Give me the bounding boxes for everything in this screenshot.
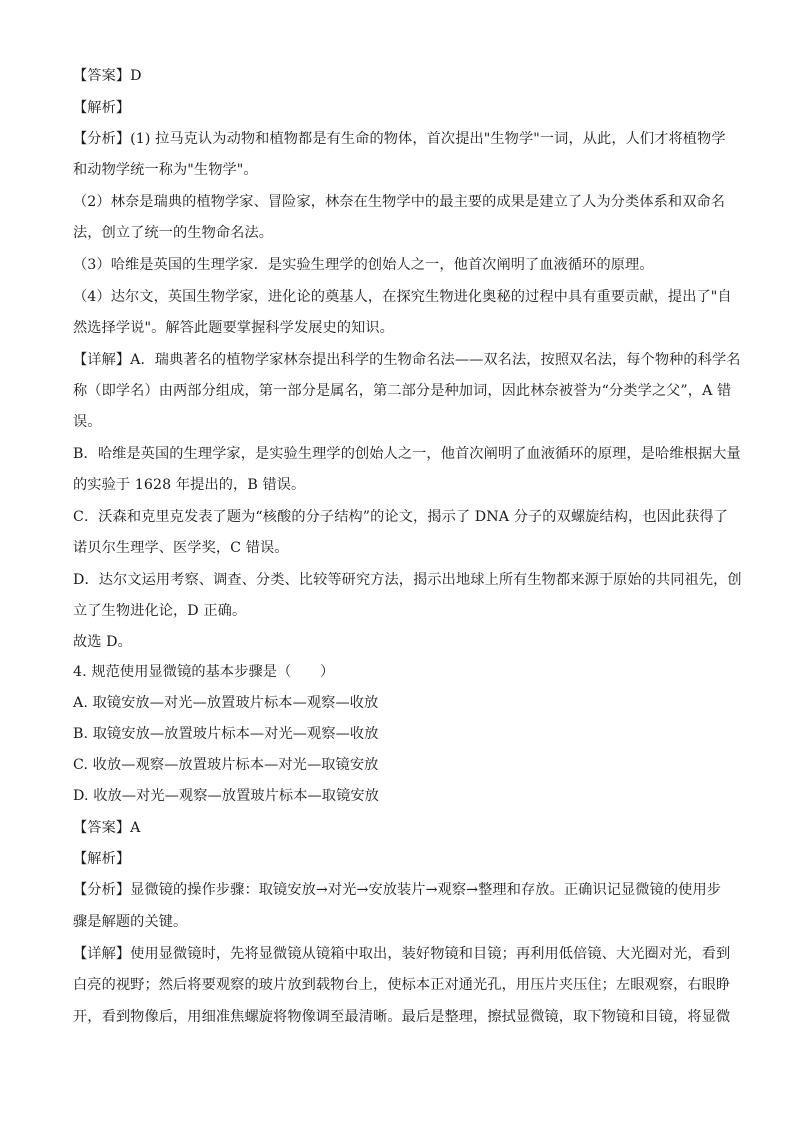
detail-text: C．沃森和克里克发表了题为“核酸的分子结构”的论文，揭示了 DNA 分子的双螺旋结构，也因此获得了 bbox=[73, 509, 729, 525]
option-d: D. 收放—对光—观察—放置玻片标本—取镜安放 bbox=[73, 788, 379, 804]
answer-label-4: 【答案】A bbox=[73, 820, 141, 836]
detail-text: 【详解】使用显微镜时，先将显微镜从镜箱中取出，装好物镜和目镜；再利用低倍镜、大光圈对光，看到 bbox=[73, 946, 731, 962]
analysis-text: （2）林奈是瑞典的植物学家、冒险家，林奈在生物学中的最主要的成果是建立了人为分类体系和双命名 bbox=[73, 194, 726, 210]
analysis-text: 然选择学说"。解答此题要掌握科学发展史的知识。 bbox=[73, 320, 394, 336]
conclusion-text: 故选 D。 bbox=[73, 634, 132, 650]
analysis-text: 骤是解题的关键。 bbox=[73, 914, 188, 930]
detail-text: 立了生物进化论，D 正确。 bbox=[73, 603, 247, 619]
analysis-heading-3: 【解析】 bbox=[73, 100, 131, 116]
option-c: C. 收放—观察—放置玻片标本—对光—取镜安放 bbox=[73, 757, 379, 773]
option-a: A. 取镜安放—对光—放置玻片标本—观察—收放 bbox=[73, 695, 379, 711]
detail-text: D．达尔文运用考察、调查、分类、比较等研究方法，揭示出地球上所有生物都来源于原始的共同祖先，创 bbox=[73, 572, 742, 588]
detail-text: 的实验于 1628 年提出的，B 错误。 bbox=[73, 477, 306, 493]
detail-text: 开，看到物像后，用细准焦螺旋将物像调至最清晰。最后是整理，擦拭显微镜，取下物镜和目镜，将显微 bbox=[73, 1009, 731, 1025]
analysis-text: （4）达尔文，英国生物学家，进化论的奠基人，在探究生物进化奥秘的过程中具有重要贡献，提出了"自 bbox=[73, 289, 732, 305]
analysis-text: 【分析】显微镜的操作步骤：取镜安放→对光→安放装片→观察→整理和存放。正确识记显微镜的使用步 bbox=[73, 882, 722, 898]
analysis-text: （3）哈维是英国的生理学家．是实验生理学的创始人之一，他首次阐明了血液循环的原理。 bbox=[73, 257, 654, 273]
option-b: B. 取镜安放—放置玻片标本—对光—观察—收放 bbox=[73, 726, 379, 742]
analysis-text: 【分析】(1) 拉马克认为动物和植物都是有生命的物体，首次提出"生物学"一词，从此，人们才将植物学 bbox=[73, 131, 726, 147]
analysis-heading-4: 【解析】 bbox=[73, 851, 131, 867]
question-4-stem: 4. 规范使用显微镜的基本步骤是（ ） bbox=[73, 664, 335, 680]
detail-text: 误。 bbox=[73, 414, 102, 430]
detail-text: 白亮的视野；然后将要观察的玻片放到载物台上，使标本正对通光孔，用压片夹压住；左眼观察，右眼睁 bbox=[73, 977, 731, 993]
analysis-text: 法，创立了统一的生物命名法。 bbox=[73, 225, 274, 241]
detail-text: 称（即学名）由两部分组成，第一部分是属名，第二部分是种加词，因此林奈被誉为“分类学之父”，A 错 bbox=[73, 383, 732, 399]
analysis-text: 和动物学统一称为"生物学"。 bbox=[73, 162, 258, 178]
answer-label-3: 【答案】D bbox=[73, 68, 142, 84]
detail-text: 【详解】A．瑞典著名的植物学家林奈提出科学的生物命名法——双名法，按照双名法，每个物种的科学名 bbox=[73, 352, 741, 368]
detail-text: B．哈维是英国的生理学家，是实验生理学的创始人之一，他首次阐明了血液循环的原理，是哈维根据大量 bbox=[73, 446, 741, 462]
detail-text: 诺贝尔生理学、医学奖，C 错误。 bbox=[73, 540, 289, 556]
